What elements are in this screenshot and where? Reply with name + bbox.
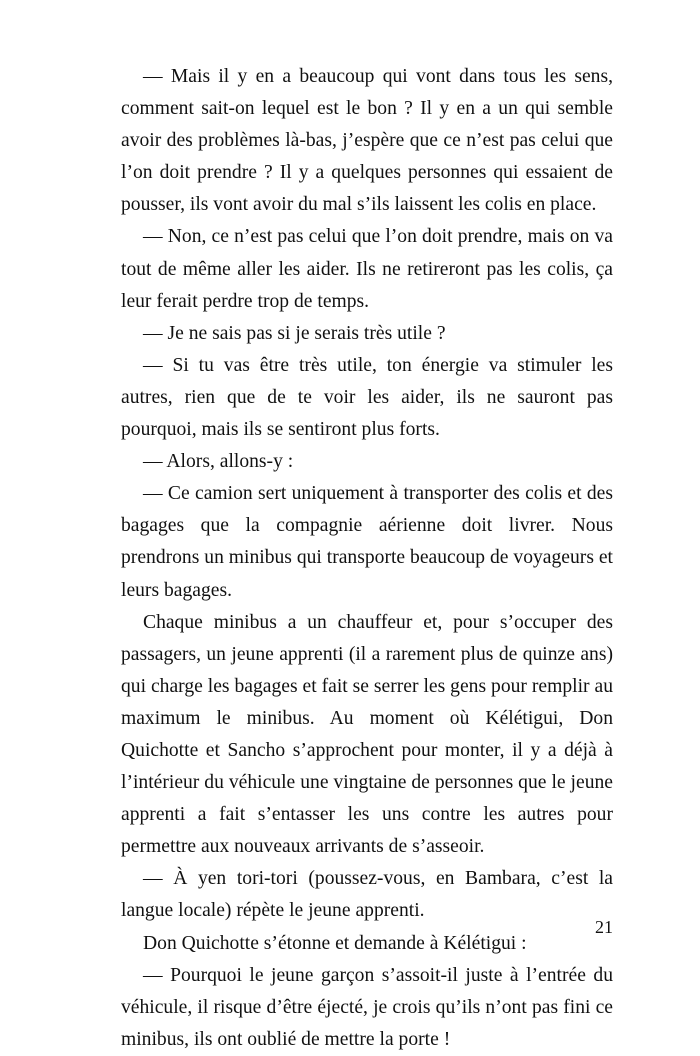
paragraph-5: — Alors, allons-y : xyxy=(143,451,294,473)
paragraph-6: — Ce camion sert uniquement à transporter des colis et des bagages que la compagnie aérienne doit livrer. Nous prendrons un minibus qui transporte beaucoup de voyageurs et leurs bagages. xyxy=(121,483,613,601)
paragraph-2: — Non, ce n’est pas celui que l’on doit prendre, mais on va tout de même aller les aider. Ils ne retireront pas les colis, ça leur ferait perdre trop de temps. xyxy=(121,226,613,312)
paragraph-4: — Si tu vas être très utile, ton énergie va stimuler les autres, rien que de te voir les aider, ils ne sauront pas pourquoi, mais ils se sentiront plus forts. xyxy=(121,354,613,441)
page-number: 21 xyxy=(595,917,613,937)
paragraph-3: — Je ne sais pas si je serais très utile ? xyxy=(143,322,446,344)
paragraph-8: — À yen tori-tori (poussez-vous, en Bambara, c’est la langue locale) répète le jeune apprenti. xyxy=(121,868,613,922)
body-text xyxy=(121,61,613,1056)
paragraph-7: Chaque minibus a un chauffeur et, pour s’occuper des passagers, un jeune apprenti (il a rarement plus de quinze ans) qui charge les bagages et fait se serrer les gens pour remplir au maximum le minibus. Au moment où Kélétigui, Don Quichotte et Sancho s’approchent pour monter, il y a déjà à l’intérieur du véhicule une vingtaine de personnes que le jeune apprenti a fait s’entasser les uns contre les autres pour permettre aux nouveaux arrivants de s’asseoir. xyxy=(121,611,613,858)
paragraph-9: Don Quichotte s’étonne et demande à Kélétigui : xyxy=(143,932,527,954)
paragraph-10: — Pourquoi le jeune garçon s’assoit-il juste à l’entrée du véhicule, il risque d’être éjecté, je crois qu’ils n’ont pas fini ce minibus, ils ont oublié de mettre la porte ! xyxy=(121,964,613,1050)
paragraph-1: — Mais il y en a beaucoup qui vont dans tous les sens, comment sait-on lequel est le bon ? Il y en a un qui semble avoir des problèmes là-bas, j’espère que ce n’est pas celui que l’on doit prendre ? Il y a quelques personnes qui essaient de pousser, ils vont avoir du mal s’ils laissent les colis en place. xyxy=(121,66,613,216)
